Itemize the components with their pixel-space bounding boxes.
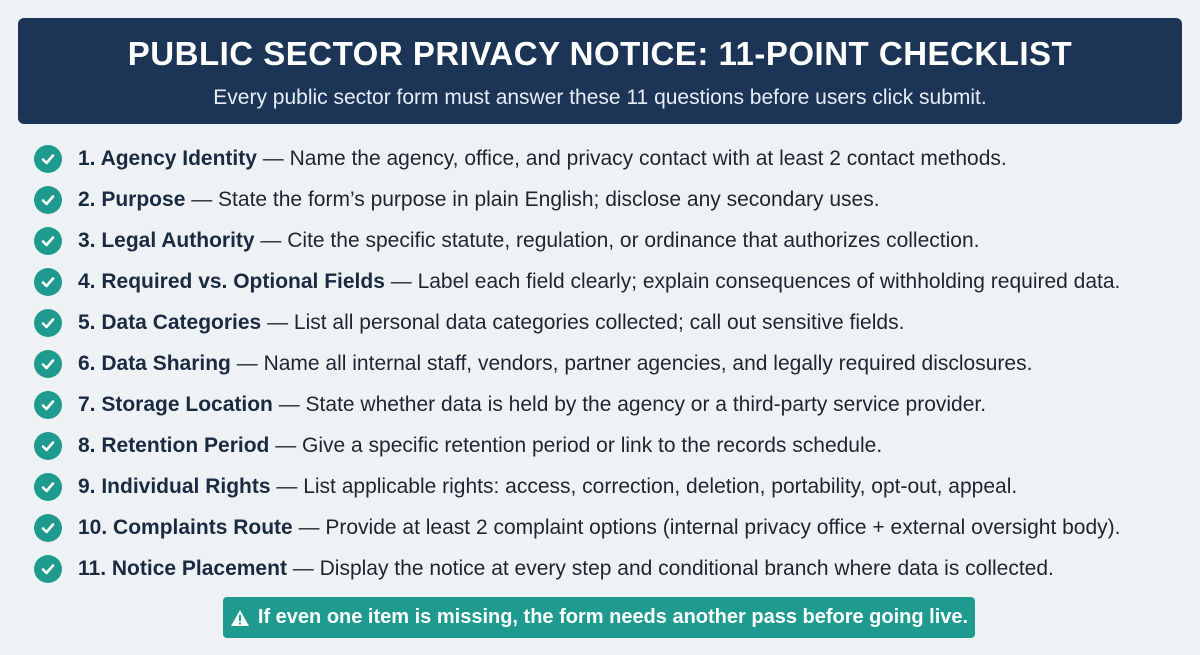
checklist-item-description: Label each field clearly; explain consequences of withholding required data. xyxy=(417,269,1121,293)
checklist-item xyxy=(34,220,1184,261)
checklist-item-text xyxy=(78,145,1007,173)
checklist-item-label: 9. Individual Rights xyxy=(78,474,271,498)
check-circle-icon xyxy=(34,514,62,542)
checklist-item-text xyxy=(78,514,1120,542)
checklist-item-text xyxy=(78,186,880,214)
checklist-item xyxy=(34,138,1184,179)
checklist-item-label: 7. Storage Location xyxy=(78,392,273,416)
check-circle-icon xyxy=(34,391,62,419)
warning-text: If even one item is missing, the form needs another pass before going live. xyxy=(257,606,969,628)
checklist-item-description: Name the agency, office, and privacy contact with at least 2 contact methods. xyxy=(289,146,1007,170)
header-banner xyxy=(18,18,1182,124)
checklist-separator: — xyxy=(272,392,306,416)
checklist-item-description: List all personal data categories collected; call out sensitive fields. xyxy=(293,310,905,334)
checklist-item xyxy=(34,425,1184,466)
page-title: PUBLIC SECTOR PRIVACY NOTICE: 11-POINT CHECKLIST xyxy=(127,35,1073,72)
checklist-item-description: List applicable rights: access, correction, deletion, portability, opt-out, appeal. xyxy=(303,474,1018,498)
checklist-item xyxy=(34,548,1184,589)
checklist-separator: — xyxy=(384,269,418,293)
checklist-item-description: Display the notice at every step and conditional branch where data is collected. xyxy=(319,556,1054,580)
checklist-separator: — xyxy=(256,146,290,170)
checklist-item-text xyxy=(78,227,979,255)
checklist-item xyxy=(34,179,1184,220)
checklist-item xyxy=(34,261,1184,302)
checklist-item-text xyxy=(78,473,1017,501)
checklist-item xyxy=(34,466,1184,507)
checklist-item-text xyxy=(78,268,1120,296)
checklist-separator: — xyxy=(185,187,219,211)
checklist-item xyxy=(34,507,1184,548)
checklist-item-label: 11. Notice Placement xyxy=(78,556,287,580)
checklist-item-label: 1. Agency Identity xyxy=(78,146,257,170)
checklist xyxy=(34,138,1184,589)
checklist-item-description: State the form’s purpose in plain English; disclose any secondary uses. xyxy=(218,187,880,211)
check-circle-icon xyxy=(34,555,62,583)
checklist-item-label: 10. Complaints Route xyxy=(78,515,293,539)
checklist-separator: — xyxy=(230,351,264,375)
checklist-item-label: 8. Retention Period xyxy=(78,433,270,457)
checklist-item-text xyxy=(78,350,1032,378)
checklist-item-label: 2. Purpose xyxy=(78,187,186,211)
check-circle-icon xyxy=(34,309,62,337)
checklist-item-label: 4. Required vs. Optional Fields xyxy=(78,269,385,293)
checklist-item xyxy=(34,302,1184,343)
check-circle-icon xyxy=(34,473,62,501)
check-circle-icon xyxy=(34,145,62,173)
checklist-item-description: Cite the specific statute, regulation, or ordinance that authorizes collection. xyxy=(287,228,980,252)
checklist-item-description: State whether data is held by the agency or a third-party service provider. xyxy=(305,392,987,416)
check-circle-icon xyxy=(34,268,62,296)
checklist-item-description: Give a specific retention period or link to the records schedule. xyxy=(302,433,883,457)
warning-banner xyxy=(223,597,975,638)
checklist-item-description: Name all internal staff, vendors, partner agencies, and legally required disclosures. xyxy=(263,351,1033,375)
checklist-item-label: 6. Data Sharing xyxy=(78,351,231,375)
checklist-item-label: 5. Data Categories xyxy=(78,310,262,334)
checklist-separator: — xyxy=(269,433,303,457)
check-circle-icon xyxy=(34,186,62,214)
checklist-item-text xyxy=(78,309,904,337)
check-circle-icon xyxy=(34,350,62,378)
checklist-separator: — xyxy=(270,474,304,498)
checklist-separator: — xyxy=(254,228,288,252)
checklist-item-text xyxy=(78,555,1054,583)
checklist-separator: — xyxy=(261,310,294,334)
checklist-separator: — xyxy=(286,556,320,580)
checklist-item-text xyxy=(78,391,986,419)
warning-icon xyxy=(230,609,250,627)
checklist-item xyxy=(34,343,1184,384)
checklist-item-description: Provide at least 2 complaint options (internal privacy office + external oversight body). xyxy=(325,515,1121,539)
check-circle-icon xyxy=(34,432,62,460)
page-subtitle: Every public sector form must answer these 11 questions before users click submit. xyxy=(213,86,987,109)
checklist-separator: — xyxy=(292,515,326,539)
checklist-item-label: 3. Legal Authority xyxy=(78,228,255,252)
check-circle-icon xyxy=(34,227,62,255)
checklist-item-text xyxy=(78,432,882,460)
checklist-item xyxy=(34,384,1184,425)
